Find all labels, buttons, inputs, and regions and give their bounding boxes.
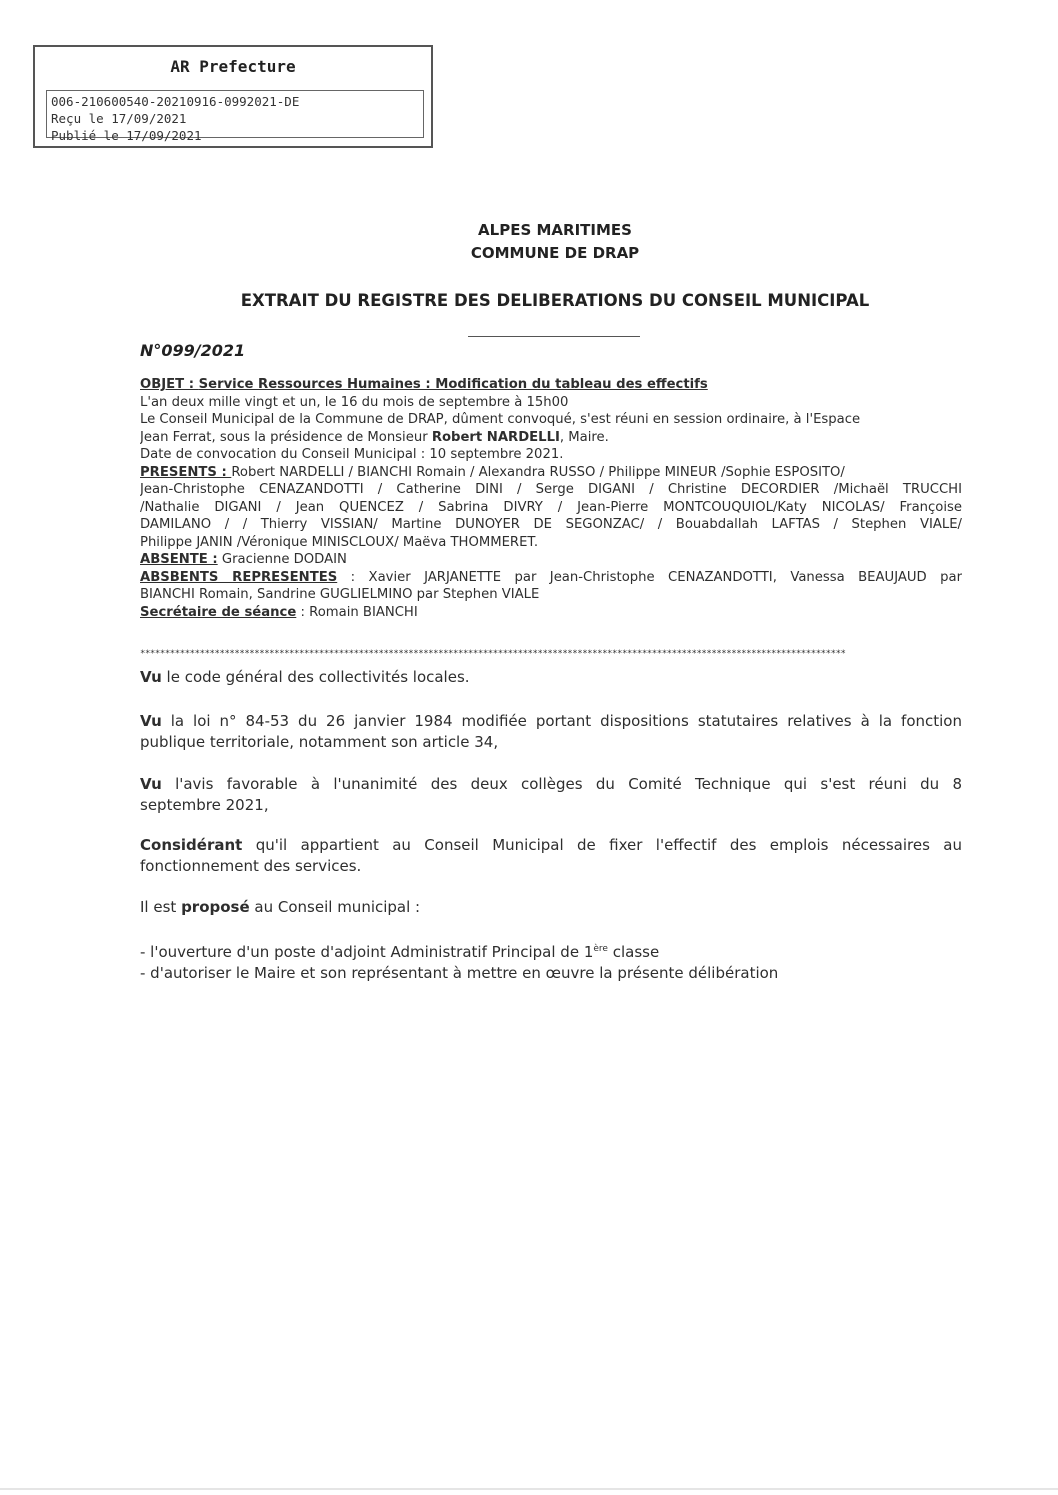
considerant-text-1: qu'il appartient au Conseil Municipal de fixer l'effectif des emplois nécessaires au — [242, 836, 962, 854]
document-title: EXTRAIT DU REGISTRE DES DELIBERATIONS DU CONSEIL MUNICIPAL — [240, 291, 870, 310]
absents-represented-line-1 — [140, 569, 962, 587]
considerant-paragraph — [140, 835, 962, 877]
absents-represented-label: ABSBENTS REPRESENTES — [140, 569, 338, 585]
absente-label: ABSENTE : — [140, 552, 218, 567]
vu-label: Vu — [140, 712, 162, 730]
absents-represented-line-2: BIANCHI Romain, Sandrine GUGLIELMINO par Stephen VIALE — [140, 587, 540, 602]
prefecture-stamp — [33, 45, 433, 148]
objet-text: Service Ressources Humaines : Modification du tableau des effectifs — [198, 377, 708, 392]
commune-name: COMMUNE DE DRAP — [470, 244, 640, 262]
vu-loi-line-1 — [140, 711, 962, 732]
secretary-name: : Romain BIANCHI — [296, 604, 418, 620]
presents-names-1: Robert NARDELLI / BIANCHI Romain / Alexandra RUSSO / Philippe MINEUR /Sophie ESPOSITO/ — [231, 464, 845, 480]
absente-name: Gracienne DODAIN — [217, 552, 347, 567]
mayor-name: Robert NARDELLI — [431, 429, 560, 445]
proposal-item-1-end: classe — [607, 943, 660, 961]
session-presidency-line — [140, 429, 962, 447]
considerant-line-2: fonctionnement des services. — [140, 857, 362, 875]
vu-loi-text-1: la loi n° 84-53 du 26 janvier 1984 modifiée portant dispositions statutaires relatives à la fonction — [161, 712, 962, 730]
stamp-title: AR Prefecture — [170, 57, 296, 76]
proposal-intro — [140, 897, 962, 918]
absents-represented-text-1: : Xavier JARJANETTE par Jean-Christophe CENAZANDOTTI, Vanessa BEAUJAUD par — [337, 569, 962, 585]
vu-loi-line-2: publique territoriale, notamment son article 34, — [140, 733, 499, 751]
objet-line — [140, 376, 962, 394]
stamp-reference: 006-210600540-20210916-0992021-DE — [51, 94, 300, 109]
objet-label: OBJET : — [140, 377, 199, 392]
convocation-date-line: Date de convocation du Conseil Municipal : 10 septembre 2021. — [140, 447, 564, 462]
vu-label: Vu — [140, 668, 162, 686]
title-divider — [468, 336, 640, 337]
vu-code-text: le code général des collectivités locales. — [161, 668, 470, 686]
secretary-line — [140, 604, 962, 622]
issuer-heading — [130, 219, 980, 265]
scan-edge — [0, 1488, 1058, 1490]
proposal-item-1 — [140, 939, 962, 963]
presidency-text: Jean Ferrat, sous la présidence de Monsieur — [140, 429, 432, 445]
proposal-item-1-text: - l'ouverture d'un poste d'adjoint Administratif Principal de 1 — [140, 943, 594, 961]
session-date-line: L'an deux mille vingt et un, le 16 du mois de septembre à 15h00 — [140, 394, 569, 410]
stamp-details — [46, 90, 424, 143]
proposal-text-a: Il est — [140, 898, 182, 916]
proposal-list — [140, 939, 962, 984]
vu-label: Vu — [140, 775, 162, 793]
presents-line-3: /Nathalie DIGANI / Jean QUENCEZ / Sabrina DIVRY / Jean-Pierre MONTCOUQUIOL/Katy NICOLAS/ Françoise — [140, 499, 962, 515]
department-name: ALPES MARITIMES — [478, 221, 632, 239]
vu-avis-line-2: septembre 2021, — [140, 796, 269, 814]
vu-code-paragraph — [140, 667, 962, 688]
considerant-label: Considérant — [140, 836, 243, 854]
presents-line-2: Jean-Christophe CENAZANDOTTI / Catherine DINI / Serge DIGANI / Christine DECORDIER /Michaël TRUCCHI — [140, 482, 962, 497]
stamp-received-date: Reçu le 17/09/2021 — [51, 111, 187, 126]
presents-label: PRESENTS : — [140, 464, 232, 480]
proposal-keyword: proposé — [181, 898, 250, 916]
asterisk-separator: ********************************************************************************************************************************************** — [140, 649, 846, 659]
proposal-text-c: au Conseil municipal : — [249, 898, 421, 916]
secretary-label: Secrétaire de séance — [140, 604, 297, 620]
deliberation-number: N°099/2021 — [140, 341, 246, 360]
considerant-line-1 — [140, 835, 962, 856]
session-details — [140, 376, 962, 621]
proposal-item-2: - d'autoriser le Maire et son représentant à mettre en œuvre la présente délibération — [140, 964, 779, 982]
vu-loi-paragraph — [140, 711, 962, 753]
ordinal-suffix: ère — [593, 944, 608, 954]
absente-line — [140, 551, 962, 569]
vu-avis-line-1 — [140, 774, 962, 795]
presents-line-4: DAMILANO / / Thierry VISSIAN/ Martine DUNOYER DE SEGONZAC/ / Bouabdallah LAFTAS / Stephen VIALE/ — [140, 517, 962, 532]
mayor-title: , Maire. — [559, 429, 609, 445]
presents-line-5: Philippe JANIN /Véronique MINISCLOUX/ Maëva THOMMERET. — [140, 534, 539, 550]
stamp-published-date: Publié le 17/09/2021 — [51, 128, 202, 143]
vu-avis-paragraph — [140, 774, 962, 816]
session-convened-line: Le Conseil Municipal de la Commune de DRAP, dûment convoqué, s'est réuni en session ordinaire, à l'Espace — [140, 412, 861, 427]
vu-avis-text-1: l'avis favorable à l'unanimité des deux collèges du Comité Technique qui s'est réuni du 8 — [161, 775, 962, 793]
presents-line-1 — [140, 464, 962, 482]
